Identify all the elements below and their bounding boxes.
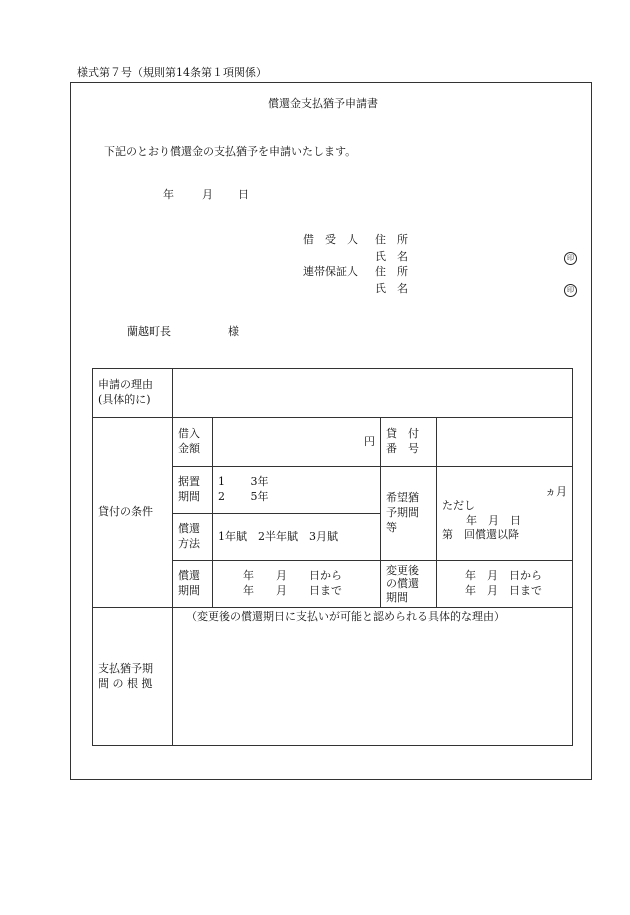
- intro-text: 下記のとおり償還金の支払猶予を申請いたします。: [104, 145, 357, 158]
- repay-period-label: 償還 期間: [173, 561, 213, 608]
- addressee-name: 蘭越町長: [127, 325, 171, 338]
- borrower-seal: 印: [564, 250, 577, 265]
- proviso-date: 年 月 日: [466, 513, 521, 527]
- changed-period-input[interactable]: 年 月 日から 年 月 日まで: [437, 561, 573, 608]
- grace-period-options[interactable]: 1 3年 2 5年: [213, 467, 381, 514]
- date-day: 日: [238, 188, 249, 201]
- reason-label: 申請の理由 (具体的に): [93, 369, 173, 418]
- yen-unit: 円: [364, 434, 375, 448]
- proviso-from: 第 回償還以降: [442, 527, 519, 541]
- reason-input[interactable]: [173, 369, 573, 418]
- guarantor-label: 連帯保証人: [303, 265, 358, 278]
- months-unit: ヵ月: [545, 484, 567, 498]
- guarantor-seal: 印: [564, 282, 577, 297]
- borrower-label: 借 受 人: [303, 233, 358, 246]
- guarantor-name-label: 氏 名: [375, 282, 408, 295]
- basis-input[interactable]: [173, 608, 573, 746]
- application-table: [92, 368, 573, 746]
- proviso: ただし: [442, 499, 475, 513]
- basis-note: （変更後の償還期日に支払いが可能と認められる具体的な理由）: [186, 610, 505, 623]
- loan-number-input[interactable]: [437, 418, 573, 467]
- desired-deferral-label: 希望猶 予期間 等: [381, 467, 437, 561]
- form-number: 様式第７号（規則第14条第１項関係）: [77, 66, 267, 79]
- basis-label: 支払猶予期 間 の 根 拠: [93, 608, 173, 746]
- loan-conditions-label: 貸付の条件: [93, 418, 173, 608]
- borrower-address-label: 住 所: [375, 233, 408, 246]
- repay-period-input[interactable]: 年 月 日から 年 月 日まで: [213, 561, 381, 608]
- date-month: 月: [202, 188, 213, 201]
- guarantor-address-label: 住 所: [375, 265, 408, 278]
- addressee-honorific: 様: [228, 325, 239, 338]
- loan-number-label: 貸 付 番 号: [381, 418, 437, 467]
- date-year: 年: [163, 188, 174, 201]
- repay-method-options[interactable]: 1年賦 2半年賦 3月賦: [213, 514, 381, 561]
- changed-period-label: 変更後 の償還 期間: [381, 561, 437, 608]
- desired-deferral-input[interactable]: [437, 467, 573, 561]
- form-title: 償還金支払猶予申請書: [268, 97, 378, 110]
- repay-method-label: 償還 方法: [173, 514, 213, 561]
- loan-amount-label: 借入 金額: [173, 418, 213, 467]
- grace-period-label: 据置 期間: [173, 467, 213, 514]
- loan-amount-input[interactable]: [213, 418, 381, 467]
- borrower-name-label: 氏 名: [375, 250, 408, 263]
